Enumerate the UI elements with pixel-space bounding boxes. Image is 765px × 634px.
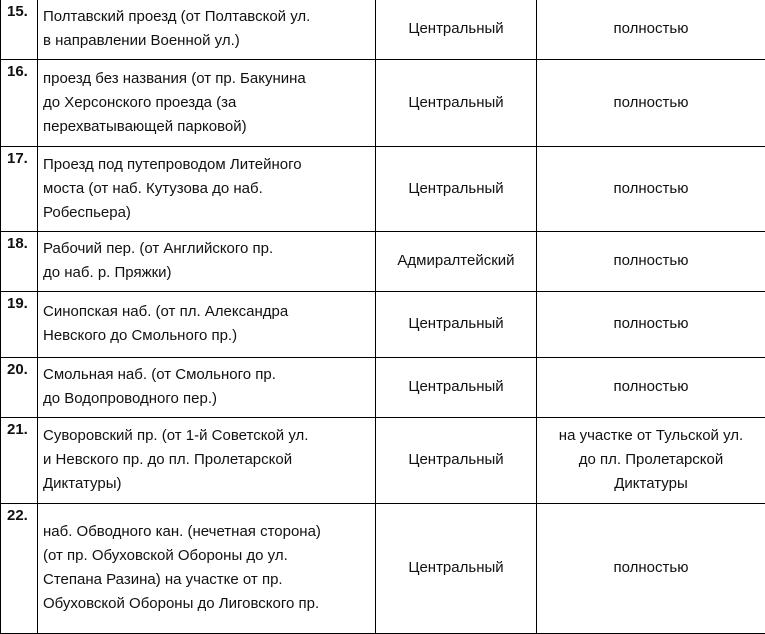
table-row: [1, 417, 765, 503]
table-row: [1, 503, 765, 633]
scope-line: до пл. Пролетарской: [543, 448, 759, 472]
row-number: 17.: [1, 146, 38, 231]
street-name-cell: [38, 231, 376, 291]
street-name-line: Полтавский проезд (от Полтавской ул.: [43, 5, 369, 29]
street-name-cell: [38, 291, 376, 357]
district-cell: Центральный: [376, 59, 537, 146]
scope-line: полностью: [543, 249, 759, 273]
district-cell: Центральный: [376, 417, 537, 503]
scope-cell: [537, 231, 765, 291]
row-number: 21.: [1, 417, 38, 503]
scope-cell: [537, 0, 765, 59]
row-number: 19.: [1, 291, 38, 357]
street-name-line: Синопская наб. (от пл. Александра: [43, 300, 369, 324]
street-name-line: до наб. р. Пряжки): [43, 261, 369, 285]
scope-line: полностью: [543, 312, 759, 336]
scope-cell: [537, 59, 765, 146]
street-name-line: Рабочий пер. (от Английского пр.: [43, 237, 369, 261]
scope-line: на участке от Тульской ул.: [543, 424, 759, 448]
scope-cell: [537, 503, 765, 633]
street-name-line: Смольная наб. (от Смольного пр.: [43, 363, 369, 387]
row-number: 20.: [1, 357, 38, 417]
street-name-cell: [38, 357, 376, 417]
street-name-cell: [38, 0, 376, 59]
street-name-line: в направлении Военной ул.): [43, 29, 369, 53]
street-name-line: Степана Разина) на участке от пр.: [43, 568, 369, 592]
street-name-line: Обуховской Обороны до Лиговского пр.: [43, 592, 369, 616]
street-name-line: Проезд под путепроводом Литейного: [43, 153, 369, 177]
district-cell: Центральный: [376, 0, 537, 59]
street-name-line: наб. Обводного кан. (нечетная сторона): [43, 520, 369, 544]
scope-line: полностью: [543, 91, 759, 115]
street-name-line: до Херсонского проезда (за: [43, 91, 369, 115]
row-number: 22.: [1, 503, 38, 633]
district-cell: Адмиралтейский: [376, 231, 537, 291]
street-name-line: (от пр. Обуховской Обороны до ул.: [43, 544, 369, 568]
street-name-line: и Невского пр. до пл. Пролетарской: [43, 448, 369, 472]
district-cell: Центральный: [376, 291, 537, 357]
street-name-cell: [38, 59, 376, 146]
scope-line: полностью: [543, 17, 759, 41]
district-cell: Центральный: [376, 503, 537, 633]
table-row: [1, 0, 765, 59]
scope-line: полностью: [543, 375, 759, 399]
street-name-line: Диктатуры): [43, 472, 369, 496]
table-row: [1, 59, 765, 146]
scope-cell: [537, 357, 765, 417]
street-name-cell: [38, 503, 376, 633]
street-name-line: Робеспьера): [43, 201, 369, 225]
district-cell: Центральный: [376, 146, 537, 231]
district-cell: Центральный: [376, 357, 537, 417]
row-number: 18.: [1, 231, 38, 291]
street-name-line: моста (от наб. Кутузова до наб.: [43, 177, 369, 201]
scope-line: полностью: [543, 556, 759, 580]
street-name-line: Суворовский пр. (от 1-й Советской ул.: [43, 424, 369, 448]
scope-cell: [537, 417, 765, 503]
street-name-cell: [38, 417, 376, 503]
row-number: 16.: [1, 59, 38, 146]
table-row: [1, 357, 765, 417]
street-name-line: до Водопроводного пер.): [43, 387, 369, 411]
scope-line: Диктатуры: [543, 472, 759, 496]
street-name-line: Невского до Смольного пр.): [43, 324, 369, 348]
scope-cell: [537, 146, 765, 231]
table-row: [1, 231, 765, 291]
table-row: [1, 146, 765, 231]
scope-cell: [537, 291, 765, 357]
street-name-cell: [38, 146, 376, 231]
street-name-line: перехватывающей парковой): [43, 115, 369, 139]
table-row: [1, 291, 765, 357]
street-name-line: проезд без названия (от пр. Бакунина: [43, 67, 369, 91]
row-number: 15.: [1, 0, 38, 59]
scope-line: полностью: [543, 177, 759, 201]
